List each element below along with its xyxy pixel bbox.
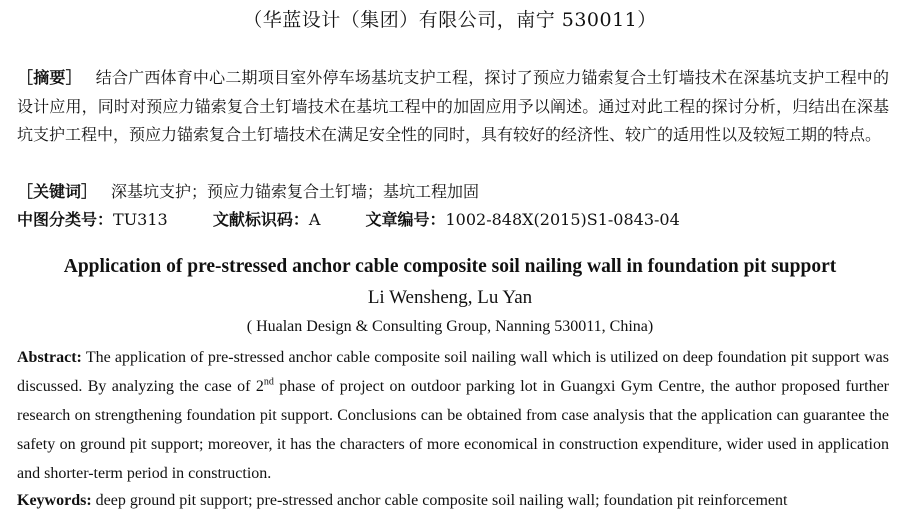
article-number-label: 文章编号：	[365, 210, 446, 229]
clc-label: 中图分类号：	[17, 210, 114, 229]
english-authors: Li Wensheng, Lu Yan	[367, 287, 533, 308]
english-abstract-text-1: The application of pre-stressed anchor cable composite soil nailing wall which is utilized on deep foundation pit support was discussed. By analyzing the case of 2	[17, 349, 889, 395]
article-number-value: 1002-848X(2015)S1-0843-04	[445, 210, 680, 229]
doc-code-label: 文献标识码：	[212, 210, 309, 229]
english-keywords-text: deep ground pit support; pre-stressed anchor cable composite soil nailing wall; foundation pit reinforcement	[91, 492, 788, 509]
affiliation-cn: （华蓝设计（集团）有限公司，南宁 530011）	[243, 9, 657, 31]
english-abstract	[17, 343, 889, 488]
english-abstract-label: Abstract:	[17, 349, 82, 366]
keywords-cn-label: ［关键词］	[17, 182, 98, 201]
abstract-cn-label: ［摘要］	[17, 68, 82, 87]
clc-value: TU313	[113, 210, 168, 229]
classification-line	[17, 206, 889, 234]
keywords-cn	[17, 178, 889, 206]
keywords-cn-text: 深基坑支护；预应力锚索复合土钉墙；基坑工程加固	[111, 182, 480, 201]
doc-code-value: A	[308, 210, 321, 229]
english-affiliation: ( Hualan Design & Consulting Group, Nanning 530011, China)	[246, 318, 654, 335]
english-abstract-text-2: phase of project on outdoor parking lot in Guangxi Gym Centre, the author proposed further research on strengthening foundation pit support. Conclusions can be obtained from case analysis that the application can guarantee the safety on ground pit support; moreover, it has the characters of more economical in construction expenditure, wider used in application and shorter-term period in construction.	[17, 378, 889, 482]
article-number	[365, 206, 679, 234]
clc-number	[17, 206, 168, 234]
english-keywords-label: Keywords:	[17, 492, 92, 509]
english-keywords	[17, 487, 889, 515]
ordinal-superscript: nd	[263, 376, 274, 388]
abstract-cn-text: 结合广西体育中心二期项目室外停车场基坑支护工程，探讨了预应力锚索复合土钉墙技术在深基坑支护工程中的设计应用，同时对预应力锚索复合土钉墙技术在基坑工程中的加固应用予以阐述。通过对此工程的探讨分析，归结出在深基坑支护工程中，预应力锚索复合土钉墙技术在满足安全性的同时，具有较好的经济性、较广的适用性以及较短工期的特点。	[17, 68, 889, 144]
abstract-cn	[17, 64, 889, 150]
english-title: Application of pre-stressed anchor cable composite soil nailing wall in foundation pit support	[63, 256, 837, 277]
document-code	[213, 206, 321, 234]
